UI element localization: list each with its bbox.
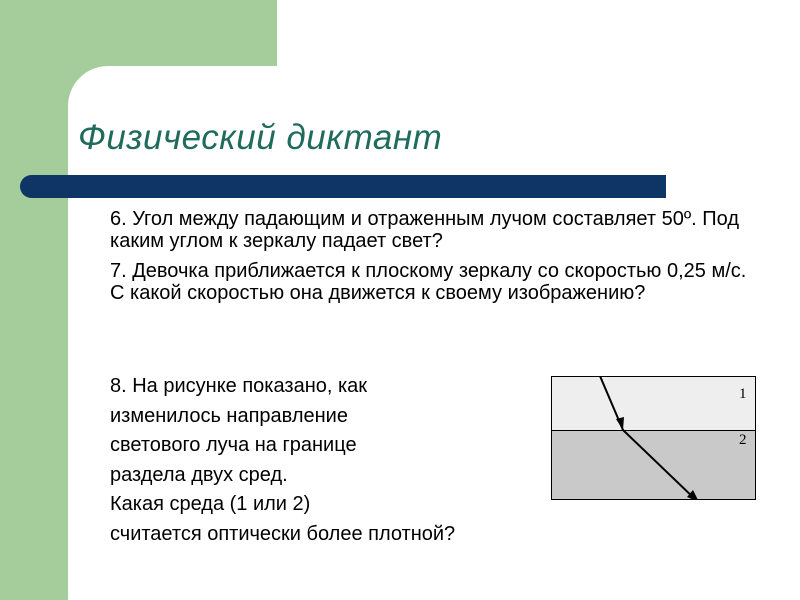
question-8-line: изменилось направление — [110, 404, 348, 427]
question-7: 7. Девочка приближается к плоскому зеркалу со скоростью 0,25 м/с. С какой скоростью она движется к своему изображению? — [110, 260, 747, 304]
question-8-line: раздела двух сред. — [110, 463, 288, 486]
slide-title: Физический диктант — [78, 118, 443, 157]
question-8-line: считается оптически более плотной? — [110, 522, 456, 545]
title-divider-bar — [20, 175, 666, 198]
medium-1-label: 1 — [739, 386, 747, 402]
medium-2-label: 2 — [739, 432, 747, 448]
question-8-line: Какая среда (1 или 2) — [110, 493, 311, 515]
question-8 — [110, 372, 455, 549]
questions-block — [110, 208, 750, 312]
medium-2 — [552, 431, 756, 500]
question-8-line: светового луча на границе — [110, 434, 357, 456]
question-8-line: 8. На рисунке показано, как — [110, 375, 368, 397]
question-6: 6. Угол между падающим и отраженным лучом составляет 50º. Под каким углом к зеркалу падает свет? — [110, 208, 739, 252]
refraction-diagram — [551, 376, 756, 500]
medium-1 — [552, 377, 756, 431]
